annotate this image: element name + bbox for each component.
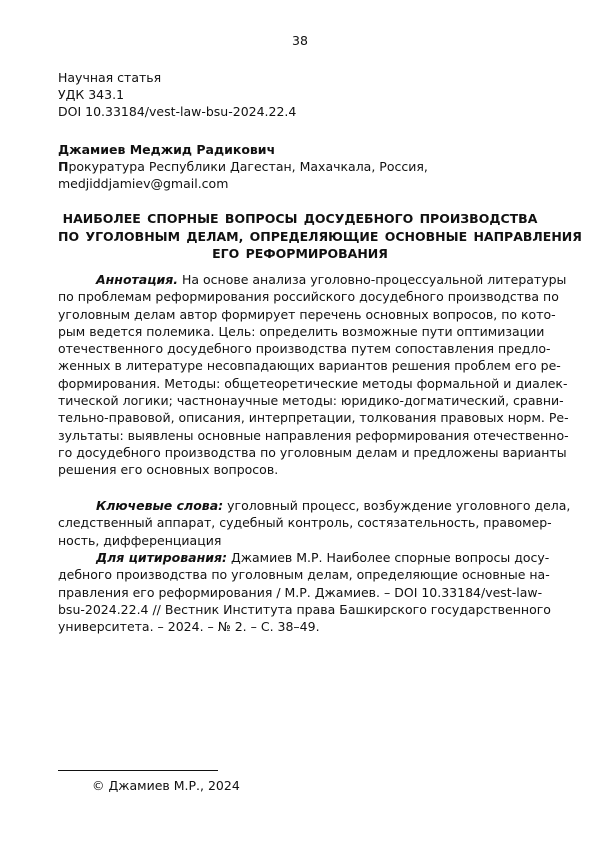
keywords-last-line: ность, дифференциация bbox=[58, 532, 222, 548]
article-metadata bbox=[58, 69, 296, 120]
annotation-last-line: решения его основных вопросов. bbox=[58, 462, 279, 478]
page-number: 38 bbox=[292, 33, 308, 48]
author-email: medjiddjamiev@gmail.com bbox=[58, 176, 229, 191]
citation-last-line: университета. – 2024. – № 2. – С. 38–49. bbox=[58, 619, 320, 635]
udc-code: УДК 343.1 bbox=[58, 87, 125, 102]
annotation-line: уголовным делам автор формирует перечень основных вопросов, по кото- bbox=[58, 306, 556, 322]
citation-line: правления его реформирования / М.Р. Джамиев. – DOI 10.33184/vest-law- bbox=[58, 584, 543, 600]
article-type: Научная статья bbox=[58, 70, 162, 85]
citation-line: дебного производства по уголовным делам, определяющие основные на- bbox=[58, 567, 550, 583]
annotation-line: рым ведется полемика. Цель: определить возможные пути оптимизации bbox=[58, 323, 545, 339]
annotation-line: женных в литературе несовпадающих вариантов решения проблем его ре- bbox=[58, 358, 561, 374]
affiliation-text: рокуратура Республики Дагестан, Махачкала, Россия, bbox=[68, 159, 428, 174]
title-line: ПО УГОЛОВНЫМ ДЕЛАМ, ОПРЕДЕЛЯЮЩИЕ ОСНОВНЫЕ НАПРАВЛЕНИЯ bbox=[58, 228, 582, 244]
annotation-line: тической логики; частнонаучные методы: юридико-догматический, сравни- bbox=[58, 393, 564, 409]
annotation-line: по проблемам реформирования российского досудебного производства по bbox=[58, 289, 559, 305]
keywords-line: следственный аппарат, судебный контроль, состязательность, правомер- bbox=[58, 515, 552, 531]
annotation-line: формирования. Методы: общетеоретические методы формальной и диалек- bbox=[58, 375, 568, 391]
annotation-line: зультаты: выявлены основные направления реформирования отечественно- bbox=[58, 427, 569, 443]
annotation-paragraph bbox=[58, 271, 569, 479]
keywords-paragraph bbox=[58, 497, 571, 549]
footnote-divider bbox=[58, 770, 218, 771]
citation-label: Для цитирования: bbox=[96, 550, 227, 565]
keywords-label: Ключевые слова: bbox=[96, 498, 224, 513]
annotation-first-text: На основе анализа уголовно-процессуальной литературы bbox=[178, 272, 567, 287]
annotation-label: Аннотация. bbox=[96, 272, 179, 287]
affiliation-initial: П bbox=[58, 159, 69, 174]
citation-line: bsu-2024.22.4 // Вестник Института права Башкирского государственного bbox=[58, 601, 551, 617]
citation-first-line bbox=[58, 549, 550, 566]
article-title bbox=[58, 210, 582, 263]
annotation-first-line bbox=[58, 271, 567, 288]
doi: DOI 10.33184/vest-law-bsu-2024.22.4 bbox=[58, 104, 297, 119]
title-line: ЕГО РЕФОРМИРОВАНИЯ bbox=[212, 246, 388, 261]
author-block bbox=[58, 141, 428, 192]
copyright-footnote: © Джамиев М.Р., 2024 bbox=[92, 778, 240, 793]
author-affiliation bbox=[58, 158, 428, 175]
annotation-line: го досудебного производства по уголовным делам и предложены варианты bbox=[58, 444, 567, 460]
annotation-line: отечественного досудебного производства путем сопоставления предло- bbox=[58, 341, 551, 357]
annotation-line: тельно-правовой, описания, интерпретации, толкования правовых норм. Ре- bbox=[58, 410, 569, 426]
citation-paragraph bbox=[58, 549, 551, 635]
citation-first-text: Джамиев М.Р. Наиболее спорные вопросы досу- bbox=[227, 550, 550, 565]
keywords-first-line bbox=[58, 497, 571, 514]
author-name: Джамиев Меджид Радикович bbox=[58, 142, 276, 157]
keywords-first-text: уголовный процесс, возбуждение уголовного дела, bbox=[223, 498, 571, 513]
title-line: НАИБОЛЕЕ СПОРНЫЕ ВОПРОСЫ ДОСУДЕБНОГО ПРОИЗВОДСТВА bbox=[62, 211, 538, 226]
